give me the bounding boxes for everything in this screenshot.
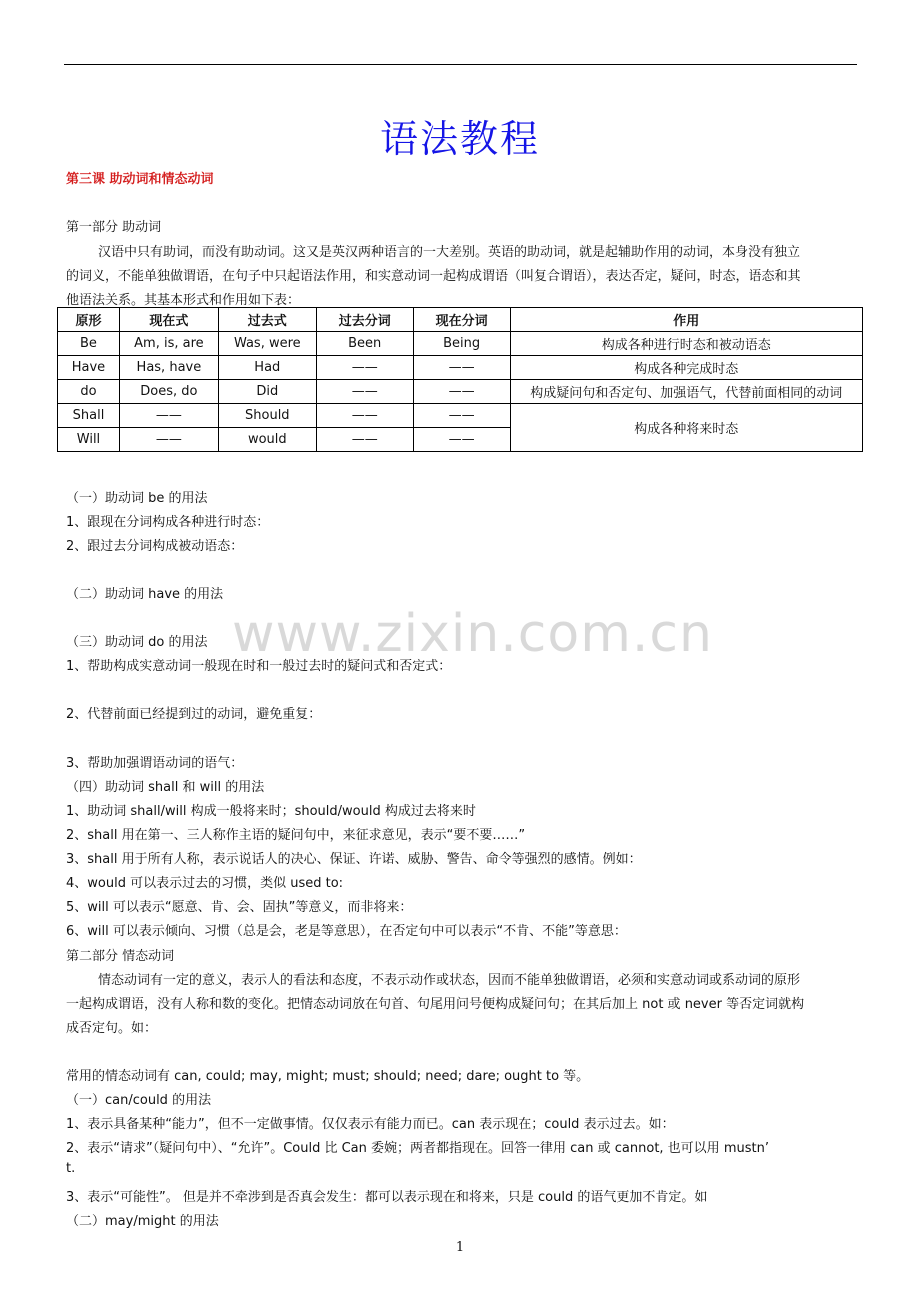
section-heading: （三）助动词 do 的用法: [66, 635, 208, 650]
page-title: 语法教程: [379, 117, 540, 161]
list-item: 3、shall 用于所有人称，表示说话人的决心、保证、许诺、威胁、警告、命令等强烈的感情。例如：: [66, 852, 642, 867]
section-heading: （一）助动词 be 的用法: [66, 491, 208, 506]
paragraph-line: 情态动词有一定的意义，表示人的看法和态度，不表示动作或状态，因而不能单独做谓语，必须和实意动词或系动词的原形: [98, 973, 801, 988]
list-item: 1、帮助构成实意动词一般现在时和一般过去时的疑问式和否定式：: [66, 659, 452, 674]
table-cell: ——: [413, 428, 510, 452]
table-cell: ——: [413, 356, 510, 380]
table-cell: Had: [218, 356, 316, 380]
paragraph-line: 一起构成谓语，没有人称和数的变化。把情态动词放在句首、句尾用问号便构成疑问句；在其后加上 not 或 never 等否定词就构: [66, 997, 805, 1012]
table-row: [58, 380, 863, 404]
table-cell: ——: [119, 428, 218, 452]
section-heading: （二）may/might 的用法: [66, 1214, 219, 1229]
list-item: 5、will 可以表示“愿意、肯、会、固执”等意义，而非将来：: [66, 900, 413, 915]
table-cell: Being: [413, 332, 510, 356]
table-cell: Be: [58, 332, 120, 356]
section-heading: （二）助动词 have 的用法: [66, 587, 224, 602]
table-header-row: [58, 308, 863, 332]
table-header-cell: 过去分词: [316, 308, 413, 332]
table-cell: ——: [316, 380, 413, 404]
table-cell: Was, were: [218, 332, 316, 356]
paragraph-line: 成否定句。如：: [66, 1021, 158, 1036]
table-row: [58, 356, 863, 380]
table-header-cell: 过去式: [218, 308, 316, 332]
section-heading: （四）助动词 shall 和 will 的用法: [66, 780, 265, 795]
watermark: www.zixin.com.cn: [232, 604, 713, 664]
table-cell: ——: [316, 356, 413, 380]
table-cell: ——: [316, 404, 413, 428]
table-cell: 构成各种进行时态和被动语态: [510, 332, 862, 356]
table-cell: 构成各种完成时态: [510, 356, 862, 380]
page-number: 1: [455, 1240, 465, 1255]
list-item: 2、跟过去分词构成被动语态：: [66, 539, 244, 554]
list-item-continuation: t.: [66, 1161, 76, 1176]
paragraph-line: 的词义，不能单独做谓语，在句子中只起语法作用，和实意动词一起构成谓语（叫复合谓语），表达否定，疑问，时态，语态和其: [66, 269, 801, 284]
table-cell: Has, have: [119, 356, 218, 380]
paragraph-line: 他语法关系。其基本形式和作用如下表：: [66, 293, 301, 308]
list-item: 1、助动词 shall/will 构成一般将来时；should/would 构成过去将来时: [66, 804, 476, 819]
lesson-heading: 第三课 助动词和情态动词: [66, 172, 214, 187]
table-cell: Does, do: [119, 380, 218, 404]
list-item: 1、跟现在分词构成各种进行时态：: [66, 515, 270, 530]
table-cell: 构成疑问句和否定句、加强语气，代替前面相同的动词: [510, 380, 862, 404]
paragraph-line: 汉语中只有助词，而没有助动词。这又是英汉两种语言的一大差别。英语的助动词，就是起辅助作用的动词，本身没有独立: [98, 245, 801, 260]
table-cell: do: [58, 380, 120, 404]
table-cell: Should: [218, 404, 316, 428]
table-row: [58, 404, 863, 428]
list-item: 2、表示“请求”（疑问句中）、“允许”。Could 比 Can 委婉；两者都指现在。回答一律用 can 或 cannot, 也可以用 mustn’: [66, 1141, 769, 1156]
table-cell: ——: [316, 428, 413, 452]
list-item: 3、表示“可能性”。 但是并不牵涉到是否真会发生：都可以表示现在和将来，只是 could 的语气更加不肯定。如: [66, 1190, 708, 1205]
list-item: 4、would 可以表示过去的习惯，类似 used to:: [66, 876, 344, 891]
list-item: 1、表示具备某种“能力”，但不一定做事情。仅仅表示有能力而已。can 表示现在；could 表示过去。如：: [66, 1117, 675, 1132]
table-cell: Been: [316, 332, 413, 356]
paragraph-line: 常用的情态动词有 can, could; may, might; must; should; need; dare; ought to 等。: [66, 1069, 590, 1084]
table-cell: Will: [58, 428, 120, 452]
part1-heading: 第一部分 助动词: [66, 220, 162, 235]
list-item: 2、代替前面已经提到过的动词，避免重复：: [66, 707, 322, 722]
list-item: 2、shall 用在第一、三人称作主语的疑问句中，来征求意见，表示“要不要……”: [66, 828, 526, 843]
table-header-cell: 作用: [510, 308, 862, 332]
table-header-cell: 原形: [58, 308, 120, 332]
table-cell: Did: [218, 380, 316, 404]
section-heading: （一）can/could 的用法: [66, 1093, 212, 1108]
table-row: [58, 332, 863, 356]
auxiliary-verb-table: [57, 307, 863, 452]
header-rule: [64, 64, 857, 65]
table-cell: Am, is, are: [119, 332, 218, 356]
list-item: 3、帮助加强谓语动词的语气：: [66, 756, 244, 771]
table-cell: Shall: [58, 404, 120, 428]
part2-heading: 第二部分 情态动词: [66, 949, 175, 964]
table-cell: would: [218, 428, 316, 452]
table-cell-merged: 构成各种将来时态: [510, 404, 862, 452]
table-cell: ——: [119, 404, 218, 428]
table-cell: ——: [413, 404, 510, 428]
table-cell: Have: [58, 356, 120, 380]
table-header-cell: 现在式: [119, 308, 218, 332]
table-cell: ——: [413, 380, 510, 404]
table-header-cell: 现在分词: [413, 308, 510, 332]
list-item: 6、will 可以表示倾向、习惯（总是会，老是等意思），在否定句中可以表示“不肯、不能”等意思：: [66, 924, 627, 939]
